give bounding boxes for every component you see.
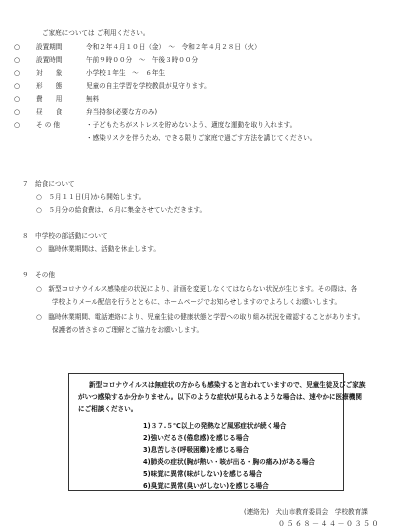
section-7-heading: ７ 給食について <box>22 180 75 188</box>
circle-bullet-icon: ○ <box>14 56 21 64</box>
section-8-line-1: ○ 臨時休業期間は、活動を休止します。 <box>36 245 160 253</box>
item-value-continued: ・感染リスクを伴うため、できる限りご家庭で過ごす方法を講じてください。 <box>86 134 317 142</box>
circle-bullet-icon: ○ <box>14 69 21 77</box>
circle-bullet-icon: ○ <box>14 43 21 51</box>
symptom-item: 1)３７.５℃以上の発熱など風邪症状が続く場合 <box>143 422 287 430</box>
item-label: 設置期間 <box>36 43 63 51</box>
item-value: ・子どもたちがストレスを貯めないよう、適度な運動を取り入れます。 <box>86 121 297 129</box>
item-label: 形 態 <box>36 82 63 90</box>
item-label: そ の 他 <box>36 121 60 129</box>
section-9-paragraph-1-cont: 学校よりメール配信を行うとともに、ホームページでお知らせしますのでよろしくお願いします。 <box>52 298 342 306</box>
section-9-paragraph-2: ○ 臨時休業期間、電話連絡により、児童生徒の健康状態と学習への取り組み状況を確認することがあります。 <box>36 313 365 321</box>
symptom-item: 3)息苦しさ(呼吸困難)を感じる場合 <box>143 446 249 454</box>
intro-text: ご家庭については ご利用ください。 <box>42 29 150 37</box>
circle-bullet-icon: ○ <box>14 108 21 116</box>
section-7-line-1: ○ ５月１１日(月)から開始します。 <box>36 193 146 201</box>
item-value: 無料 <box>86 95 100 103</box>
item-label: 費 用 <box>36 95 63 103</box>
item-label: 対 象 <box>36 69 63 77</box>
circle-bullet-icon: ○ <box>14 121 21 129</box>
notice-paragraph-line-1: 新型コロナウイルスは無症状の方からも感染すると言われていますので、児童生徒及びご家族 <box>89 381 366 389</box>
notice-paragraph-line-2: がいつ感染するか分かりません。以下のような症状が見られるような場合は、速やかに医療機関 <box>78 393 362 401</box>
item-value: 弁当持参(必要な方のみ) <box>86 108 158 116</box>
item-label: 昼 食 <box>36 108 63 116</box>
section-9-heading: ９ その他 <box>22 271 55 279</box>
section-7-line-2: ○ ５月分の給食費は、６月に集金させていただきます。 <box>36 206 207 214</box>
item-label: 設置時間 <box>36 56 63 64</box>
contact-line-1: (連絡先) 犬山市教育委員会 学校教育課 <box>244 508 368 516</box>
symptom-item: 5)味覚に異常(味がしない)を感じる場合 <box>143 470 263 478</box>
item-value: 令和２年４月１０日（金） ～ 令和２年４月２８日（火） <box>86 43 261 51</box>
section-9-paragraph-1: ○ 新型コロナウイルス感染症の状況により、計画を変更しなくてはならない状況が生じます。その際は、各 <box>36 285 358 293</box>
circle-bullet-icon: ○ <box>14 82 21 90</box>
section-9-paragraph-2-cont: 保護者の皆さまのご理解とご協力をお願いします。 <box>52 326 204 334</box>
section-8-heading: ８ 中学校の部活動について <box>22 232 108 240</box>
contact-phone: ０５６８－４４－０３５０ <box>278 520 380 528</box>
item-value: 小学校１年生 ～ ６年生 <box>86 69 166 77</box>
notice-paragraph-line-3: にご相談ください。 <box>78 405 138 413</box>
symptom-item: 2)強いだるさ(倦怠感)を感じる場合 <box>143 434 249 442</box>
symptom-item: 4)肺炎の症状(胸が熱い・咳が出る・胸の痛み)がある場合 <box>143 458 315 466</box>
symptom-item: 6)臭覚に異常(臭いがしない)を感じる場合 <box>143 482 269 490</box>
item-value: 児童の自主学習を学校教員が見守ります。 <box>86 82 211 90</box>
item-value: 午前９時００分 ～ 午後３時００分 <box>86 56 199 64</box>
circle-bullet-icon: ○ <box>14 95 21 103</box>
